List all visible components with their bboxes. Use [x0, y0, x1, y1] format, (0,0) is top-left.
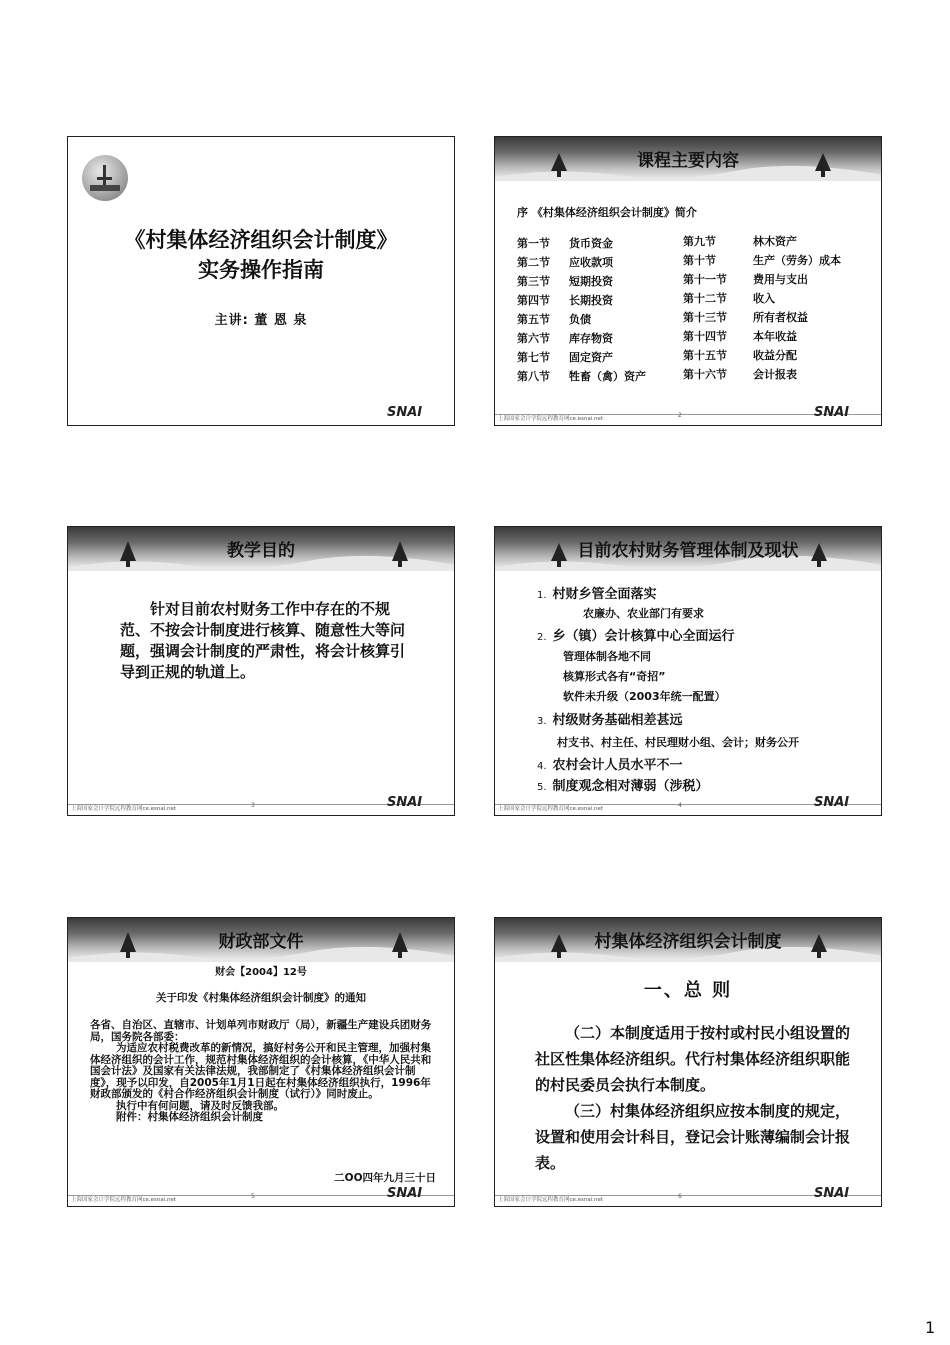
- page-number: 1: [925, 1318, 936, 1337]
- snai-logo: [387, 403, 451, 423]
- notice-body: [90, 1020, 434, 1124]
- toc-left-column: [517, 234, 646, 386]
- slide-page-number: 3: [251, 802, 255, 809]
- snai-logo: [814, 1184, 878, 1204]
- document-number: 财会【2004】12号: [215, 967, 307, 978]
- speaker-name: 主讲: 董 恩 泉: [214, 313, 308, 328]
- notice-addressee: 各省、自治区、直辖市、计划单列市财政厅（局），新疆生产建设兵团财务局，国务院各部委：: [90, 1019, 432, 1043]
- toc-item: 第十节 生产（劳务）成本: [683, 254, 841, 267]
- toc-item: 第七节 固定资产: [517, 351, 613, 364]
- list-sub-item: 农廉办、农业部门有要求: [583, 607, 704, 620]
- slide-1-heading: [68, 225, 454, 285]
- notice-paragraph: 为适应农村税费改革的新情况，搞好村务公开和民主管理，加强村集体经济组织的会计工作，规范村集体经济组织的会计核算，《中华人民共和国会计法》及国家有关法律法规，我部制定了《村集体经济组织会计制度》，现予以印发，自2005年1月1日起在村集体经济组织执行，1996年财政部颁发的《村合作经济组织会计制度（试行）》同时废止。: [90, 1042, 432, 1100]
- list-item-4: 4. 农村会计人员水平不一: [537, 758, 683, 773]
- snai-logo: [814, 403, 878, 423]
- slide-title: 村集体经济组织会计制度: [594, 932, 782, 952]
- toc-item: 第四节 长期投资: [517, 294, 613, 307]
- notice-attachment: 附件：村集体经济组织会计制度: [116, 1111, 263, 1123]
- purpose-text: 针对目前农村财务工作中存在的不规范、不按会计制度进行核算、随意性大等问题，强调会计制度的严肃性，将会计核算引导到正规的轨道上。: [120, 600, 406, 681]
- footer-source: 上海国家会计学院远程教育网ce.esnai.net: [498, 806, 604, 812]
- list-sub-item: 管理体制各地不同: [563, 650, 651, 663]
- list-item-1: 1. 村财乡管全面落实: [537, 587, 657, 602]
- list-sub-item: 村支书、村主任、村民理财小组、会计；财务公开: [557, 736, 799, 749]
- slide-title: 目前农村财务管理体制及现状: [577, 541, 799, 561]
- svg-text:SNAI: SNAI: [814, 405, 850, 419]
- slide-6-general-provisions: [494, 917, 882, 1207]
- slide-1-title: [67, 136, 455, 426]
- toc-item: 第五节 负债: [517, 313, 591, 326]
- toc-item: 第十一节 费用与支出: [683, 273, 808, 286]
- toc-item: 第八节 牲畜（禽）资产: [517, 370, 646, 383]
- notice-feedback: 执行中有何问题，请及时反馈我部。: [116, 1099, 284, 1112]
- title-line-2: 实务操作指南: [198, 258, 324, 282]
- slide-4-management-status: [494, 526, 882, 816]
- slide-banner: [495, 137, 881, 181]
- chapter-heading: 一、总 则: [643, 980, 733, 1001]
- slide-banner: [495, 918, 881, 962]
- footer-source: 上海国家会计学院远程教育网ce.esnai.net: [498, 1197, 604, 1203]
- intro-line: 序 《村集体经济组织会计制度》简介: [517, 206, 697, 219]
- toc-item: 第十五节 收益分配: [683, 349, 797, 362]
- slide-page-number: 5: [251, 1193, 255, 1200]
- toc-right-column: [683, 232, 841, 384]
- slide-banner: [495, 527, 881, 571]
- slide-title: 教学目的: [227, 541, 295, 561]
- snai-logo: [814, 793, 878, 813]
- provision-paragraph: （三）村集体经济组织应按本制度的规定，设置和使用会计科目，登记会计账薄编制会计报表。: [535, 1102, 851, 1172]
- slide-2-course-contents: [494, 136, 882, 426]
- toc-item: 第十二节 收入: [683, 292, 775, 305]
- footer-source: 上海国家会计学院远程教育网ce.esnai.net: [71, 1197, 177, 1203]
- svg-text:SNAI: SNAI: [387, 405, 423, 419]
- toc-item: 第三节 短期投资: [517, 275, 613, 288]
- slide-3-teaching-purpose: [67, 526, 455, 816]
- svg-text:SNAI: SNAI: [387, 1186, 423, 1200]
- list-item-2: 2. 乡（镇）会计核算中心全面运行: [537, 629, 735, 644]
- provisions-text: [535, 1020, 855, 1176]
- footer-source: 上海国家会计学院远程教育网ce.esnai.net: [71, 806, 177, 812]
- toc-item: 第六节 库存物资: [517, 332, 613, 345]
- svg-text:SNAI: SNAI: [387, 795, 423, 809]
- slide-banner: [68, 918, 454, 962]
- svg-text:SNAI: SNAI: [814, 795, 850, 809]
- snai-logo: [387, 1184, 451, 1204]
- slide-page-number: 2: [678, 412, 682, 419]
- list-sub-item: 核算形式各有“奇招”: [563, 670, 666, 683]
- slide-page-number: 6: [678, 1193, 682, 1200]
- toc-item: 第一节 货币资金: [517, 237, 613, 250]
- slide-banner: [68, 527, 454, 571]
- tower-image-icon: [82, 155, 128, 201]
- list-item-5: 5. 制度观念相对薄弱（涉税）: [537, 779, 709, 794]
- notice-subject: 关于印发《村集体经济组织会计制度》的通知: [156, 992, 366, 1004]
- slide-page-number: 4: [678, 802, 682, 809]
- slide-title: 课程主要内容: [637, 151, 739, 171]
- svg-text:SNAI: SNAI: [814, 1186, 850, 1200]
- toc-item: 第二节 应收款项: [517, 256, 613, 269]
- footer-source: 上海国家会计学院远程教育网ce.esnai.net: [498, 416, 604, 422]
- toc-item: 第九节 林木资产: [683, 235, 797, 248]
- list-sub-item: 软件未升级（2003年统一配置）: [563, 690, 726, 703]
- toc-item: 第十三节 所有者权益: [683, 311, 808, 324]
- title-line-1: 《村集体经济组织会计制度》: [124, 228, 398, 252]
- slide-5-ministry-document: [67, 917, 455, 1207]
- notice-date: 二OO四年九月三十日: [334, 1172, 436, 1184]
- toc-item: 第十四节 本年收益: [683, 330, 797, 343]
- snai-logo: [387, 793, 451, 813]
- toc-item: 第十六节 会计报表: [683, 368, 797, 381]
- slide-title: 财政部文件: [218, 932, 304, 952]
- provision-paragraph: （二）本制度适用于按村或村民小组设置的社区性集体经济组织。代行村集体经济组织职能的村民委员会执行本制度。: [535, 1024, 851, 1094]
- list-item-3: 3. 村级财务基础相差甚远: [537, 713, 683, 728]
